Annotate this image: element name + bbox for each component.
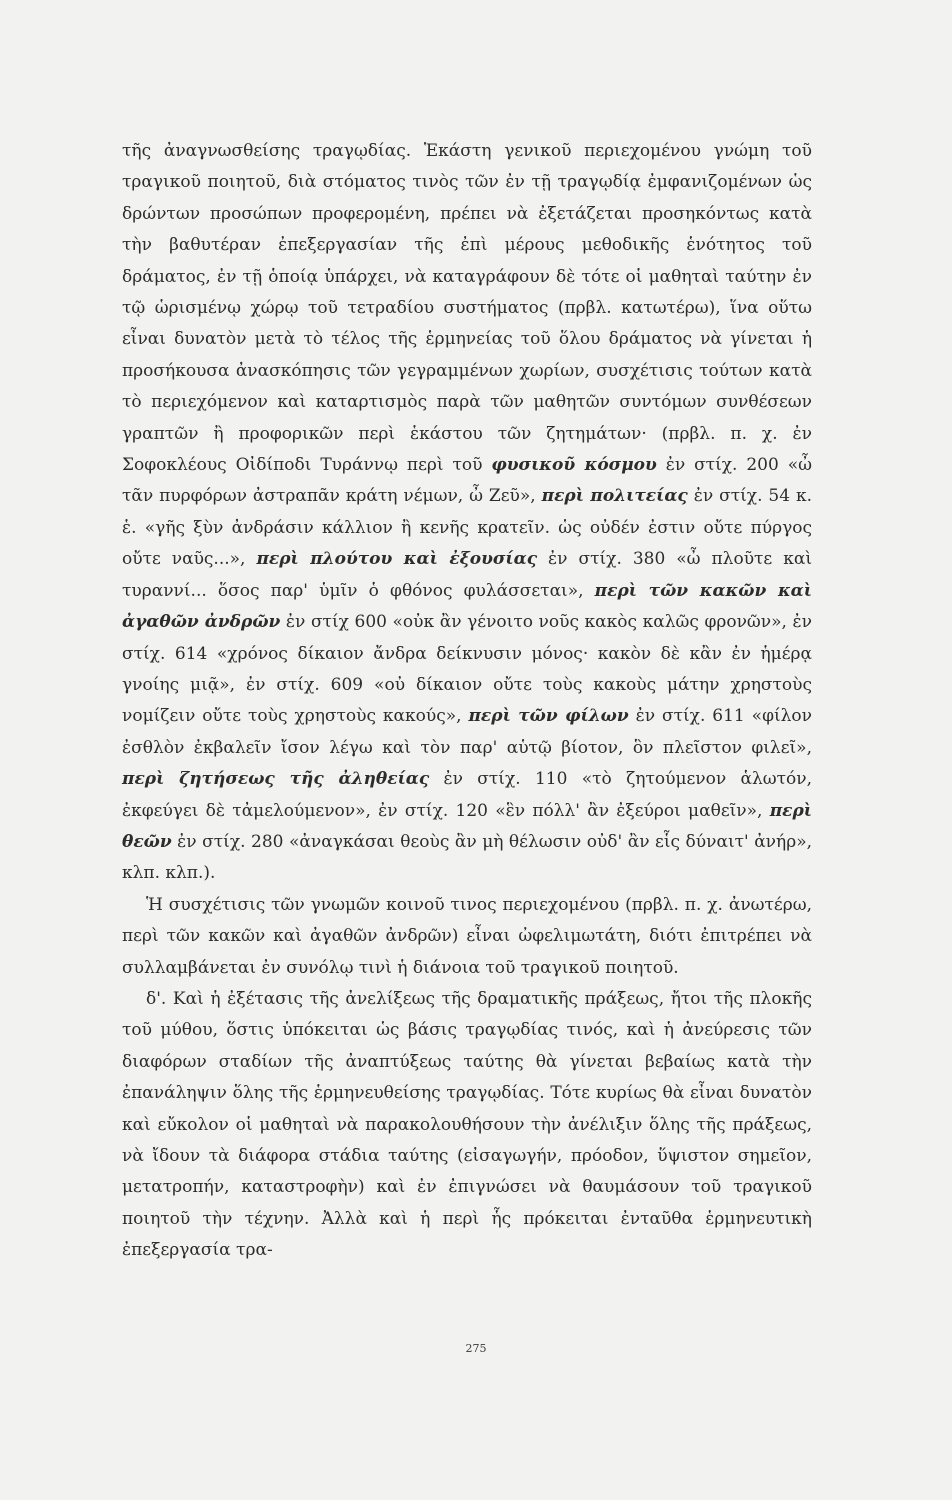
topic-heading: φυσικοῦ κόσμου (491, 455, 657, 476)
topic-heading: περὶ τῶν κακῶν καὶ ἀγαθῶν ἀνδρῶν (122, 580, 812, 633)
topic-heading: περὶ πολιτείας (541, 486, 688, 507)
page-number: 275 (465, 1342, 487, 1355)
text-segment: τῆς ἀναγνωσθείσης τραγῳδίας. Ἑκάστη γενικοῦ περιεχομένου γνώμη τοῦ τραγικοῦ ποιητοῦ, διὰ στόματος τινὸς τῶν ἐν τῇ τραγῳδίᾳ ἐμφανιζομένων ὡς δρώντων προσώπων προφερομένη, πρέπει νὰ ἐξετάζεται προσηκόντως κατὰ τὴν βαθυτέραν ἐπεξεργασίαν τῆς ἐπὶ μέρους μεθοδικῆς ἑνότητος τοῦ δράματος, ἐν τῇ ὁποίᾳ ὑπάρχει, νὰ καταγράφουν δὲ τότε οἱ μαθηταὶ ταύτην ἐν τῷ ὡρισμένῳ χώρῳ τοῦ τετραδίου συστήματος (πρβλ. κατωτέρω), ἵνα οὕτω εἶναι δυνατὸν μετὰ τὸ τέλος τῆς ἑρμηνείας τοῦ ὅλου δράματος νὰ γίνεται ἡ προσήκουσα ἀνασκόπησις τῶν γεγραμμένων χωρίων, συσχέτισις τούτων κατὰ τὸ περιεχόμενον καὶ καταρτισμὸς παρὰ τῶν μαθητῶν συντόμων συνθέσεων γραπτῶν ἢ προφορικῶν περὶ ἑκάστου τῶν ζητημάτων· (πρβλ. π. χ. ἐν Σοφοκλέους Οἰδίποδι Τυράννῳ περὶ τοῦ (122, 141, 812, 476)
text-segment: ἐν στίχ. 110 «τὸ ζητούμενον ἁλωτόν, ἐκφεύγει δὲ τἀμελούμενον», ἐν στίχ. 120 «ἓν πόλλ' ἂν ἐξεύροι μαθεῖν», (122, 769, 812, 821)
text-segment: ἐν στίχ. 380 «ὦ πλοῦτε καὶ τυραννί... ὅσος παρ' ὑμῖν ὁ φθόνος φυλάσσεται», (122, 549, 812, 601)
text-segment: δ'. Καὶ ἡ ἐξέτασις τῆς ἀνελίξεως τῆς δραματικῆς πράξεως, ἤτοι τῆς πλοκῆς τοῦ μύθου, ὅστις ὑπόκειται ὡς βάσις τραγῳδίας τινός, καὶ ἡ ἀνεύρεσις τῶν διαφόρων σταδίων τῆς ἀναπτύξεως ταύτης θὰ γίνεται βεβαίως κατὰ τὴν ἐπανάληψιν ὅλης τῆς ἑρμηνευθείσης τραγῳδίας. Τότε κυρίως θὰ εἶναι δυνατὸν καὶ εὔκολον οἱ μαθηταὶ νὰ παρακολουθήσουν τὴν ἀνέλιξιν ὅλης τῆς πράξεως, νὰ ἴδουν τὰ διάφορα στάδια ταύτης (εἰσαγωγήν, πρόοδον, ὕψιστον σημεῖον, μετατροπήν, καταστροφὴν) καὶ ἐν ἐπιγνώσει νὰ θαυμάσουν τοῦ τραγικοῦ ποιητοῦ τὴν τέχνην. Ἀλλὰ καὶ ἡ περὶ ἧς πρόκειται ἐνταῦθα ἑρμηνευτικὴ ἐπεξεργασία τρα- (122, 988, 812, 1261)
topic-heading: περὶ θεῶν (122, 800, 812, 852)
paragraph (122, 890, 812, 984)
paragraph (122, 984, 812, 1267)
topic-heading: περὶ τῶν φίλων (468, 706, 629, 727)
topic-heading: περὶ ζητήσεως τῆς ἀληθείας (122, 769, 430, 790)
text-segment: ἐν στίχ. 611 «φίλον ἐσθλὸν ἐκβαλεῖν ἴσον λέγω καὶ τὸν παρ' αὑτῷ βίοτον, ὃν πλεῖστον φιλεῖ», (122, 706, 812, 758)
topic-heading: περὶ πλούτου καὶ ἐξουσίας (256, 549, 538, 570)
text-segment: Ἡ συσχέτισις τῶν γνωμῶν κοινοῦ τινος περιεχομένου (πρβλ. π. χ. ἀνωτέρω, περὶ τῶν κακῶν καὶ ἀγαθῶν ἀνδρῶν) εἶναι ὠφελιμωτάτη, διότι ἐπιτρέπει νὰ συλλαμβάνεται ἐν συνόλῳ τινὶ ἡ διάνοια τοῦ τραγικοῦ ποιητοῦ. (122, 894, 812, 978)
body-text (122, 136, 812, 1267)
text-segment: ἐν στίχ. 280 «ἀναγκάσαι θεοὺς ἂν μὴ θέλωσιν οὐδ' ἂν εἷς δύναιτ' ἀνήρ», κλπ. κλπ.). (122, 831, 812, 884)
paragraph (122, 136, 812, 890)
text-segment: ἐν στίχ 600 «οὐκ ἂν γένοιτο νοῦς κακὸς καλῶς φρονῶν», ἐν στίχ. 614 «χρόνος δίκαιον ἄνδρα δείκνυσιν μόνος· κακὸν δὲ κἂν ἐν ἡμέρᾳ γνοίης μιᾷ», ἐν στίχ. 609 «οὐ δίκαιον οὔτε τοὺς κακοὺς μάτην χρηστοὺς νομίζειν οὔτε τοὺς χρηστοὺς κακούς», (122, 612, 812, 727)
text-segment: ἐν στίχ. 54 κ. ἑ. «γῆς ξὺν ἀνδράσιν κάλλιον ἢ κενῆς κρατεῖν. ὡς οὐδέν ἐστιν οὔτε πύργος οὔτε ναῦς...», (122, 486, 812, 570)
text-segment: ἐν στίχ. 200 «ὦ τᾶν πυρφόρων ἀστραπᾶν κράτη νέμων, ὦ Ζεῦ», (122, 455, 812, 507)
